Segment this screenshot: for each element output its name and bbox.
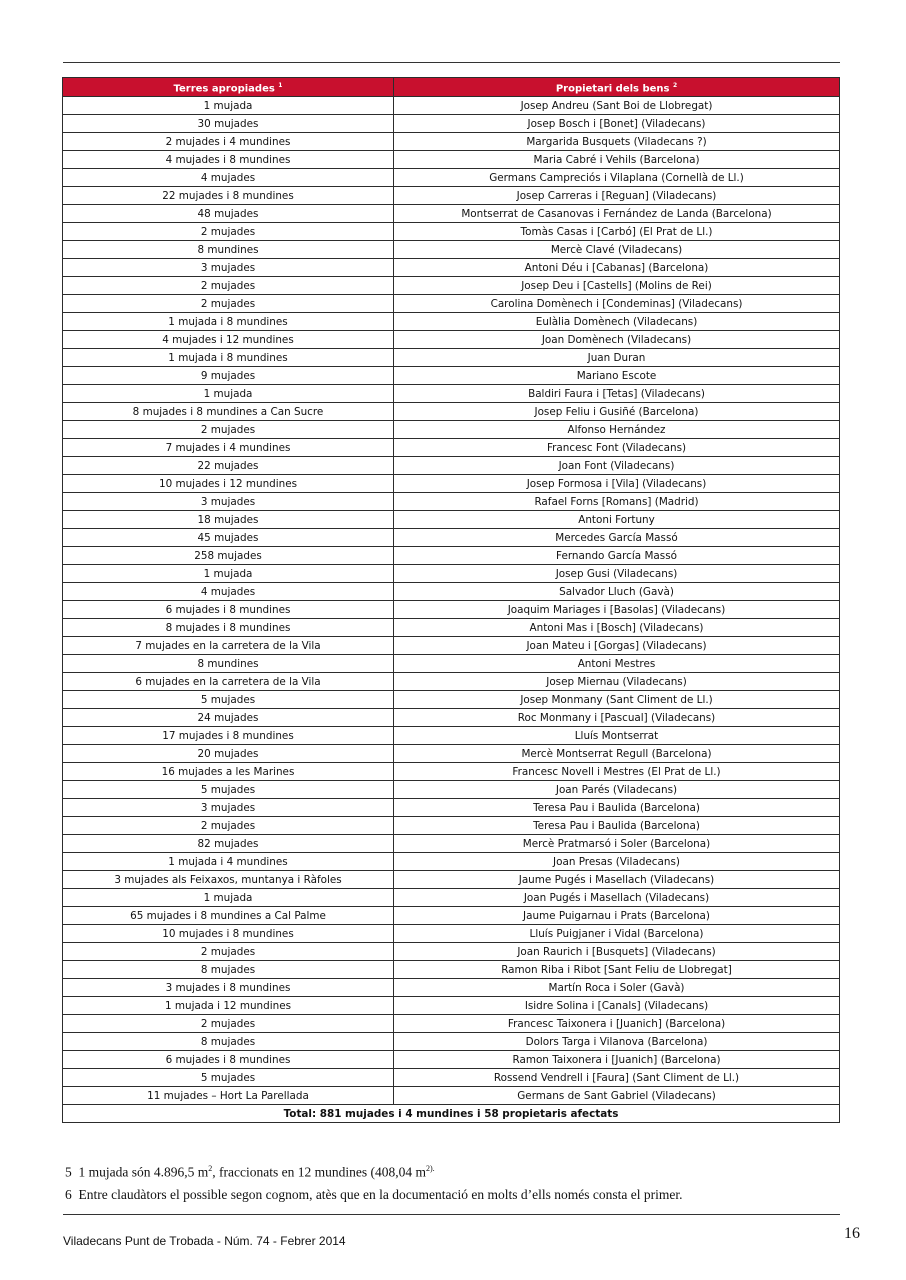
cell-lands: 258 mujades xyxy=(63,547,394,565)
cell-owner: Josep Formosa i [Vila] (Viladecans) xyxy=(394,475,840,493)
cell-lands: 2 mujades xyxy=(63,817,394,835)
cell-lands: 8 mujades i 8 mundines a Can Sucre xyxy=(63,403,394,421)
cell-lands: 8 mundines xyxy=(63,655,394,673)
cell-lands: 6 mujades i 8 mundines xyxy=(63,1051,394,1069)
footnote-6: 6 Entre claudàtors el possible segon cognom, atès que en la documentació en molts d’ells només consta el primer. xyxy=(65,1186,683,1202)
page-number: 16 xyxy=(844,1225,860,1242)
cell-lands: 4 mujades xyxy=(63,169,394,187)
table-row xyxy=(63,349,840,367)
cell-lands: 1 mujada xyxy=(63,565,394,583)
cell-owner: Roc Monmany i [Pascual] (Viladecans) xyxy=(394,709,840,727)
cell-owner: Montserrat de Casanovas i Fernández de Landa (Barcelona) xyxy=(394,205,840,223)
cell-owner: Juan Duran xyxy=(394,349,840,367)
table-row xyxy=(63,439,840,457)
cell-owner: Joan Presas (Viladecans) xyxy=(394,853,840,871)
table-row xyxy=(63,1051,840,1069)
cell-lands: 2 mujades xyxy=(63,277,394,295)
table-row xyxy=(63,385,840,403)
table-total-row xyxy=(63,1105,840,1123)
table-row xyxy=(63,547,840,565)
cell-owner: Antoni Mestres xyxy=(394,655,840,673)
table-row xyxy=(63,889,840,907)
table-row xyxy=(63,115,840,133)
cell-lands: 2 mujades xyxy=(63,943,394,961)
cell-lands: 3 mujades xyxy=(63,799,394,817)
cell-lands: 22 mujades i 8 mundines xyxy=(63,187,394,205)
cell-lands: 24 mujades xyxy=(63,709,394,727)
cell-owner: Francesc Novell i Mestres (El Prat de Ll.) xyxy=(394,763,840,781)
cell-lands: 4 mujades xyxy=(63,583,394,601)
cell-owner: Josep Gusi (Viladecans) xyxy=(394,565,840,583)
cell-owner: Josep Carreras i [Reguan] (Viladecans) xyxy=(394,187,840,205)
table-row xyxy=(63,295,840,313)
cell-lands: 10 mujades i 8 mundines xyxy=(63,925,394,943)
cell-lands: 17 mujades i 8 mundines xyxy=(63,727,394,745)
table-row xyxy=(63,241,840,259)
cell-owner: Martín Roca i Soler (Gavà) xyxy=(394,979,840,997)
cell-owner: Antoni Mas i [Bosch] (Viladecans) xyxy=(394,619,840,637)
header-owners: Propietari dels bens $^2$ xyxy=(394,78,840,97)
cell-owner: Francesc Taixonera i [Juanich] (Barcelona) xyxy=(394,1015,840,1033)
table-row xyxy=(63,601,840,619)
cell-owner: Salvador Lluch (Gavà) xyxy=(394,583,840,601)
table-row xyxy=(63,133,840,151)
cell-owner: Francesc Font (Viladecans) xyxy=(394,439,840,457)
table-row xyxy=(63,997,840,1015)
cell-owner: Joan Domènech (Viladecans) xyxy=(394,331,840,349)
table-row xyxy=(63,169,840,187)
cell-lands: 1 mujada xyxy=(63,889,394,907)
cell-owner: Tomàs Casas i [Carbó] (El Prat de Ll.) xyxy=(394,223,840,241)
cell-lands: 18 mujades xyxy=(63,511,394,529)
cell-owner: Joan Raurich i [Busquets] (Viladecans) xyxy=(394,943,840,961)
cell-lands: 45 mujades xyxy=(63,529,394,547)
cell-owner: Mercè Pratmarsó i Soler (Barcelona) xyxy=(394,835,840,853)
cell-lands: 3 mujades xyxy=(63,493,394,511)
table-row xyxy=(63,853,840,871)
cell-owner: Germans Campreciós i Vilaplana (Cornellà de Ll.) xyxy=(394,169,840,187)
cell-lands: 3 mujades als Feixaxos, muntanya i Ràfoles xyxy=(63,871,394,889)
table-row xyxy=(63,817,840,835)
cell-lands: 2 mujades xyxy=(63,421,394,439)
cell-owner: Rafael Forns [Romans] (Madrid) xyxy=(394,493,840,511)
cell-owner: Antoni Fortuny xyxy=(394,511,840,529)
table-row xyxy=(63,205,840,223)
cell-owner: Eulàlia Domènech (Viladecans) xyxy=(394,313,840,331)
table-row xyxy=(63,475,840,493)
footer-publication: Viladecans Punt de Trobada - Núm. 74 - Febrer 2014 xyxy=(63,1234,346,1248)
table-row xyxy=(63,1015,840,1033)
cell-owner: Lluís Montserrat xyxy=(394,727,840,745)
cell-lands: 65 mujades i 8 mundines a Cal Palme xyxy=(63,907,394,925)
table-row xyxy=(63,799,840,817)
cell-owner: Mercedes García Massó xyxy=(394,529,840,547)
cell-owner: Lluís Puigjaner i Vidal (Barcelona) xyxy=(394,925,840,943)
table-row xyxy=(63,727,840,745)
table-row xyxy=(63,673,840,691)
cell-lands: 2 mujades xyxy=(63,223,394,241)
cell-lands: 2 mujades xyxy=(63,1015,394,1033)
cell-lands: 11 mujades – Hort La Parellada xyxy=(63,1087,394,1105)
table-row xyxy=(63,529,840,547)
table-row xyxy=(63,1033,840,1051)
cell-owner: Teresa Pau i Baulida (Barcelona) xyxy=(394,799,840,817)
table-row xyxy=(63,925,840,943)
cell-lands: 5 mujades xyxy=(63,781,394,799)
cell-lands: 7 mujades en la carretera de la Vila xyxy=(63,637,394,655)
cell-lands: 1 mujada xyxy=(63,385,394,403)
cell-lands: 2 mujades xyxy=(63,295,394,313)
cell-owner: Mercè Clavé (Viladecans) xyxy=(394,241,840,259)
cell-lands: 48 mujades xyxy=(63,205,394,223)
footnote-5: 5 1 mujada són 4.896,5 $m^2$, fraccionats en 12 mundines (408,04 $m^{2).}$ xyxy=(65,1164,435,1180)
table-row xyxy=(63,871,840,889)
table-row xyxy=(63,619,840,637)
table-row xyxy=(63,907,840,925)
table-row xyxy=(63,781,840,799)
cell-owner: Carolina Domènech i [Condeminas] (Viladecans) xyxy=(394,295,840,313)
cell-owner: Rossend Vendrell i [Faura] (Sant Climent de Ll.) xyxy=(394,1069,840,1087)
cell-owner: Mercè Montserrat Regull (Barcelona) xyxy=(394,745,840,763)
cell-lands: 5 mujades xyxy=(63,1069,394,1087)
table-row xyxy=(63,565,840,583)
table-row xyxy=(63,691,840,709)
cell-lands: 2 mujades i 4 mundines xyxy=(63,133,394,151)
table-row xyxy=(63,277,840,295)
header-lands: Terres apropiades $^1$ xyxy=(63,78,394,97)
cell-lands: 4 mujades i 8 mundines xyxy=(63,151,394,169)
table-row xyxy=(63,259,840,277)
table-row xyxy=(63,97,840,115)
table-row xyxy=(63,583,840,601)
table-row xyxy=(63,511,840,529)
cell-owner: Josep Miernau (Viladecans) xyxy=(394,673,840,691)
table-row xyxy=(63,745,840,763)
cell-lands: 8 mundines xyxy=(63,241,394,259)
cell-lands: 6 mujades i 8 mundines xyxy=(63,601,394,619)
table-row xyxy=(63,223,840,241)
table-body xyxy=(63,97,840,1105)
landowners-table xyxy=(62,77,840,1123)
table-row xyxy=(63,979,840,997)
cell-lands: 20 mujades xyxy=(63,745,394,763)
cell-lands: 5 mujades xyxy=(63,691,394,709)
table-row xyxy=(63,637,840,655)
cell-owner: Margarida Busquets (Viladecans ?) xyxy=(394,133,840,151)
cell-owner: Jaume Pugés i Masellach (Viladecans) xyxy=(394,871,840,889)
cell-lands: 22 mujades xyxy=(63,457,394,475)
cell-owner: Joan Pugés i Masellach (Viladecans) xyxy=(394,889,840,907)
cell-owner: Josep Andreu (Sant Boi de Llobregat) xyxy=(394,97,840,115)
cell-lands: 3 mujades i 8 mundines xyxy=(63,979,394,997)
table-row xyxy=(63,943,840,961)
cell-lands: 1 mujada i 12 mundines xyxy=(63,997,394,1015)
cell-lands: 10 mujades i 12 mundines xyxy=(63,475,394,493)
cell-owner: Teresa Pau i Baulida (Barcelona) xyxy=(394,817,840,835)
cell-lands: 1 mujada i 8 mundines xyxy=(63,349,394,367)
table-row xyxy=(63,457,840,475)
cell-owner: Maria Cabré i Vehils (Barcelona) xyxy=(394,151,840,169)
table-row xyxy=(63,151,840,169)
table-row xyxy=(63,763,840,781)
table-row xyxy=(63,403,840,421)
table-row xyxy=(63,961,840,979)
table-row xyxy=(63,313,840,331)
table-row xyxy=(63,1069,840,1087)
cell-lands: 8 mujades i 8 mundines xyxy=(63,619,394,637)
table-row xyxy=(63,493,840,511)
cell-owner: Ramon Taixonera i [Juanich] (Barcelona) xyxy=(394,1051,840,1069)
cell-lands: 8 mujades xyxy=(63,961,394,979)
table-row xyxy=(63,709,840,727)
cell-lands: 6 mujades en la carretera de la Vila xyxy=(63,673,394,691)
cell-lands: 4 mujades i 12 mundines xyxy=(63,331,394,349)
table-header-row xyxy=(63,78,840,97)
cell-owner: Joaquim Mariages i [Basolas] (Viladecans) xyxy=(394,601,840,619)
table-row xyxy=(63,1087,840,1105)
cell-lands: 1 mujada xyxy=(63,97,394,115)
cell-owner: Ramon Riba i Ribot [Sant Feliu de Llobregat] xyxy=(394,961,840,979)
cell-owner: Josep Bosch i [Bonet] (Viladecans) xyxy=(394,115,840,133)
cell-owner: Antoni Déu i [Cabanas] (Barcelona) xyxy=(394,259,840,277)
cell-owner: Mariano Escote xyxy=(394,367,840,385)
table-row xyxy=(63,835,840,853)
cell-lands: 8 mujades xyxy=(63,1033,394,1051)
cell-owner: Joan Font (Viladecans) xyxy=(394,457,840,475)
cell-owner: Germans de Sant Gabriel (Viladecans) xyxy=(394,1087,840,1105)
cell-owner: Josep Feliu i Gusiñé (Barcelona) xyxy=(394,403,840,421)
cell-owner: Jaume Puigarnau i Prats (Barcelona) xyxy=(394,907,840,925)
cell-owner: Isidre Solina i [Canals] (Viladecans) xyxy=(394,997,840,1015)
cell-owner: Joan Parés (Viladecans) xyxy=(394,781,840,799)
cell-lands: 3 mujades xyxy=(63,259,394,277)
cell-owner: Josep Monmany (Sant Climent de Ll.) xyxy=(394,691,840,709)
table-row xyxy=(63,655,840,673)
cell-lands: 7 mujades i 4 mundines xyxy=(63,439,394,457)
top-rule xyxy=(63,62,840,63)
cell-lands: 1 mujada i 8 mundines xyxy=(63,313,394,331)
table-row xyxy=(63,187,840,205)
table-row xyxy=(63,421,840,439)
cell-owner: Baldiri Faura i [Tetas] (Viladecans) xyxy=(394,385,840,403)
cell-lands: 9 mujades xyxy=(63,367,394,385)
cell-lands: 82 mujades xyxy=(63,835,394,853)
cell-lands: 1 mujada i 4 mundines xyxy=(63,853,394,871)
bottom-rule xyxy=(63,1214,840,1215)
cell-owner: Alfonso Hernández xyxy=(394,421,840,439)
table-row xyxy=(63,367,840,385)
footnotes xyxy=(65,1158,845,1206)
cell-lands: 30 mujades xyxy=(63,115,394,133)
table-row xyxy=(63,331,840,349)
cell-owner: Dolors Targa i Vilanova (Barcelona) xyxy=(394,1033,840,1051)
cell-owner: Joan Mateu i [Gorgas] (Viladecans) xyxy=(394,637,840,655)
cell-lands: 16 mujades a les Marines xyxy=(63,763,394,781)
cell-owner: Fernando García Massó xyxy=(394,547,840,565)
cell-owner: Josep Deu i [Castells] (Molins de Rei) xyxy=(394,277,840,295)
table-total: Total: 881 mujades i 4 mundines i 58 propietaris afectats xyxy=(63,1105,840,1123)
